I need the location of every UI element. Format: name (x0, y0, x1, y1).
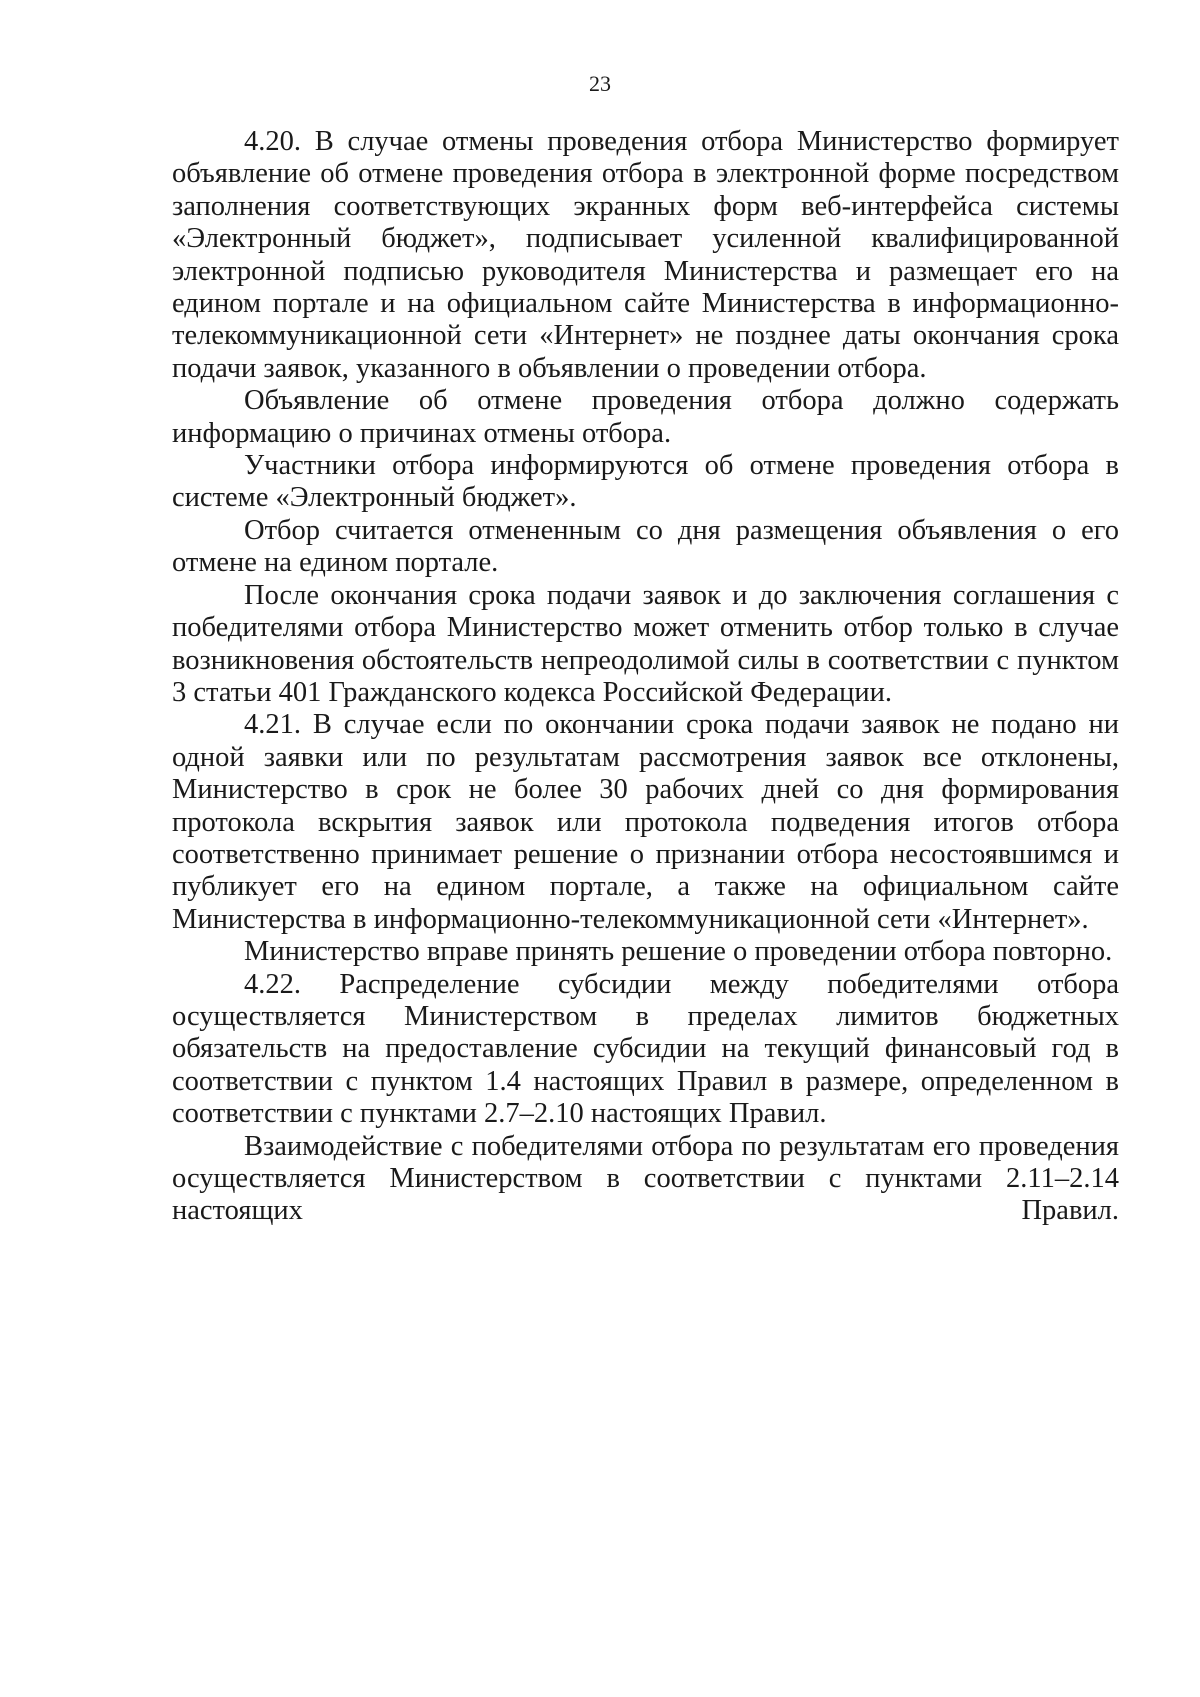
paragraph-4-21: 4.21. В случае если по окончании срока подачи заявок не подано ни одной заявки или по результатам рассмотрения заявок все отклонены, Министерство в срок не более 30 рабочих дней со дня формирования протокола вскрытия заявок или протокола подведения итогов отбора соответственно принимает решение о признании отбора несостоявшимся и публикует его на едином портале, а также на официальном сайте Министерства в информационно-телекоммуникационной сети «Интернет». (172, 709, 1119, 935)
paragraph-repeat-selection: Министерство вправе принять решение о проведении отбора повторно. (244, 936, 1113, 968)
document-body (172, 126, 1119, 1228)
paragraph-interaction-with-winners: Взаимодействие с победителями отбора по результатам его проведения осуществляется Министерством в соответствии с пунктами 2.11–2.14 настоящих Правил. (172, 1130, 1119, 1227)
paragraph-4-20: 4.20. В случае отмены проведения отбора Министерство формирует объявление об отмене проведения отбора в электронной форме посредством заполнения соответствующих экранных форм веб-интерфейса системы «Электронный бюджет», подписывает усиленной квалифицированной электронной подписью руководителя Министерства и размещает его на едином портале и на официальном сайте Министерства в информационно-телекоммуникационной сети «Интернет» не позднее даты окончания срока подачи заявок, указанного в объявлении о проведении отбора. (172, 126, 1119, 384)
paragraph-cancellation-notice-content: Объявление об отмене проведения отбора должно содержать информацию о причинах отмены отбора. (172, 385, 1119, 449)
page-number: 23 (589, 71, 611, 96)
paragraph-selection-cancelled-date: Отбор считается отмененным со дня размещения объявления о его отмене на едином портале. (172, 514, 1119, 579)
paragraph-force-majeure: После окончания срока подачи заявок и до заключения соглашения с победителями отбора Министерство может отменить отбор только в случае возникновения обстоятельств непреодолимой силы в соответствии с пунктом 3 статьи 401 Гражданского кодекса Российской Федерации. (172, 579, 1119, 708)
paragraph-participants-informed: Участники отбора информируются об отмене проведения отбора в системе «Электронный бюджет». (172, 450, 1119, 514)
paragraph-4-22: 4.22. Распределение субсидии между победителями отбора осуществляется Министерством в пределах лимитов бюджетных обязательств на предоставление субсидии на текущий финансовый год в соответствии с пунктом 1.4 настоящих Правил в размере, определенном в соответствии с пунктами 2.7–2.10 настоящих Правил. (172, 968, 1119, 1130)
